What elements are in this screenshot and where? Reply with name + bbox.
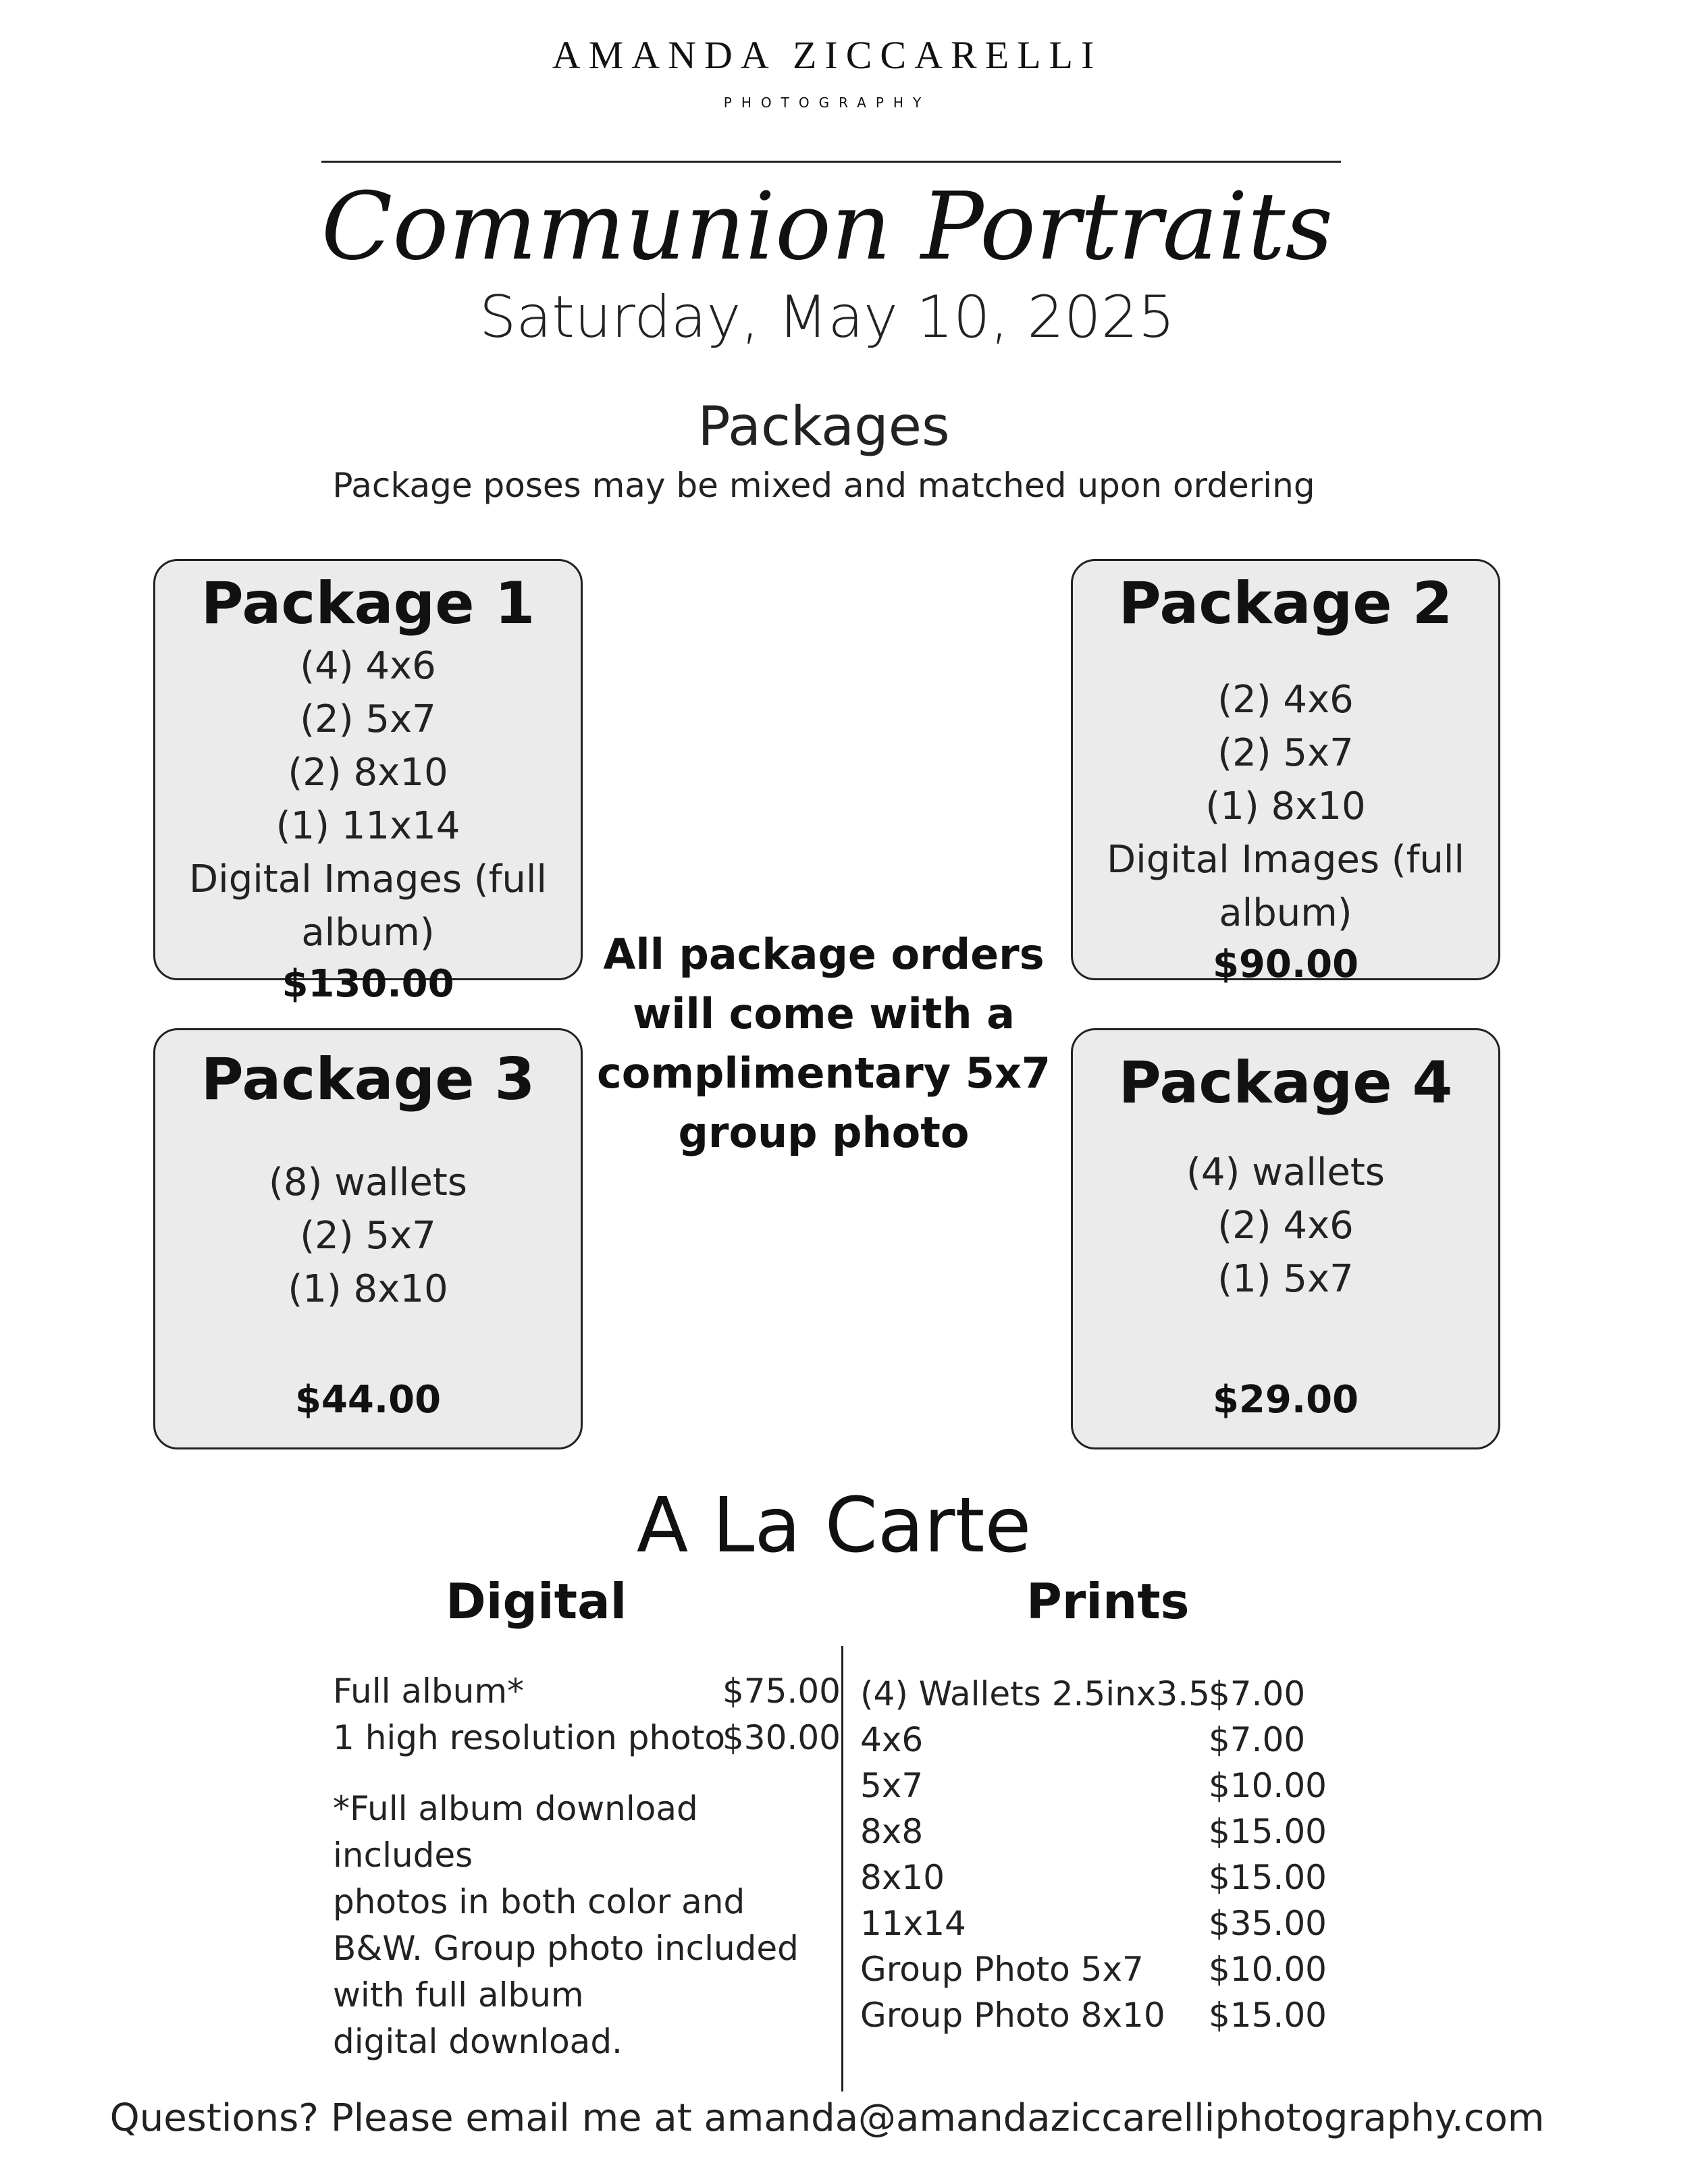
package-items	[155, 639, 581, 959]
package-item: (2) 8x10	[288, 751, 448, 795]
footnote-line: digital download.	[333, 2022, 623, 2061]
footnote-line: *Full album download includes	[333, 1789, 698, 1875]
package-price: $29.00	[1212, 1378, 1359, 1422]
print-item-label: 5x7	[860, 1766, 924, 1805]
event-date: Saturday, May 10, 2025	[479, 284, 1176, 351]
package-4-card	[1071, 1028, 1500, 1449]
package-item: (2) 5x7	[300, 697, 436, 741]
brand-name: AMANDA ZICCARELLI	[552, 33, 1103, 77]
page-title: Communion Portraits	[321, 172, 1334, 281]
print-item-label: Group Photo 5x7	[860, 1950, 1144, 1989]
print-item-price: $7.00	[1209, 1674, 1306, 1713]
print-item-price: $10.00	[1209, 1766, 1327, 1805]
print-item-price: $15.00	[1209, 1812, 1327, 1851]
package-price: $44.00	[294, 1378, 442, 1422]
promo-line: complimentary 5x7	[597, 1048, 1051, 1098]
print-item-label: (4) Wallets 2.5inx3.5	[860, 1674, 1210, 1713]
footnote-line: B&W. Group photo included	[333, 1929, 799, 1968]
package-3-card	[153, 1028, 583, 1449]
print-item-label: Group Photo 8x10	[860, 1996, 1165, 2035]
package-item: (4) 4x6	[300, 644, 436, 688]
digital-item-label: 1 high resolution photo	[333, 1718, 725, 1757]
print-item-price: $15.00	[1209, 1996, 1327, 2035]
promo-text	[594, 925, 1053, 1163]
package-title: Package 1	[201, 570, 535, 637]
print-item-label: 8x10	[860, 1858, 945, 1897]
promo-line: will come with a	[633, 989, 1015, 1038]
brand-subtitle: PHOTOGRAPHY	[723, 95, 931, 111]
package-item: (2) 4x6	[1217, 1204, 1354, 1248]
package-items	[155, 1156, 581, 1316]
package-item: Digital Images (full album)	[1107, 838, 1465, 935]
packages-heading: Packages	[697, 395, 950, 458]
print-item-label: 4x6	[860, 1720, 924, 1759]
promo-line: All package orders	[603, 930, 1045, 979]
digital-item-label: Full album*	[333, 1672, 525, 1711]
package-title: Package 4	[1118, 1049, 1453, 1117]
package-item: (2) 5x7	[1217, 731, 1354, 775]
package-1-card	[153, 559, 583, 1006]
package-item: (1) 8x10	[1205, 784, 1366, 828]
print-item-price: $15.00	[1209, 1858, 1327, 1897]
contact-footer: Questions? Please email me at amanda@amandaziccarelliphotography.com	[109, 2096, 1545, 2140]
print-item-price: $7.00	[1209, 1720, 1306, 1759]
print-item-label: 11x14	[860, 1904, 966, 1943]
packages-note: Package poses may be mixed and matched upon ordering	[332, 466, 1315, 505]
digital-item-price: $75.00	[722, 1672, 841, 1711]
print-item-label: 8x8	[860, 1812, 924, 1851]
promo-line: group photo	[678, 1108, 970, 1157]
digital-heading: Digital	[446, 1573, 627, 1630]
digital-item-price: $30.00	[722, 1718, 841, 1757]
package-item: (2) 4x6	[1217, 678, 1354, 722]
package-item: (1) 11x14	[275, 804, 460, 848]
package-title: Package 3	[201, 1046, 535, 1113]
package-item: (1) 5x7	[1217, 1257, 1354, 1301]
package-item: (8) wallets	[269, 1161, 467, 1204]
print-item-price: $35.00	[1209, 1904, 1327, 1943]
package-item: (4) wallets	[1186, 1150, 1385, 1194]
package-items	[1073, 673, 1498, 940]
package-title: Package 2	[1118, 570, 1453, 637]
print-item-price: $10.00	[1209, 1950, 1327, 1989]
package-price: $90.00	[1212, 942, 1359, 986]
footnote-line: with full album	[333, 1975, 584, 2015]
prints-heading: Prints	[1026, 1573, 1190, 1630]
package-item: Digital Images (full album)	[189, 857, 547, 955]
package-2-card	[1071, 559, 1500, 986]
package-items	[1073, 1146, 1498, 1306]
header-divider	[321, 161, 1341, 163]
package-price: $130.00	[282, 962, 454, 1006]
package-item: (2) 5x7	[300, 1214, 436, 1258]
alacarte-heading: A La Carte	[636, 1482, 1032, 1570]
column-divider	[841, 1646, 843, 2092]
footnote-line: photos in both color and	[333, 1882, 745, 1921]
digital-footnote	[333, 1786, 806, 2065]
package-item: (1) 8x10	[288, 1267, 448, 1311]
